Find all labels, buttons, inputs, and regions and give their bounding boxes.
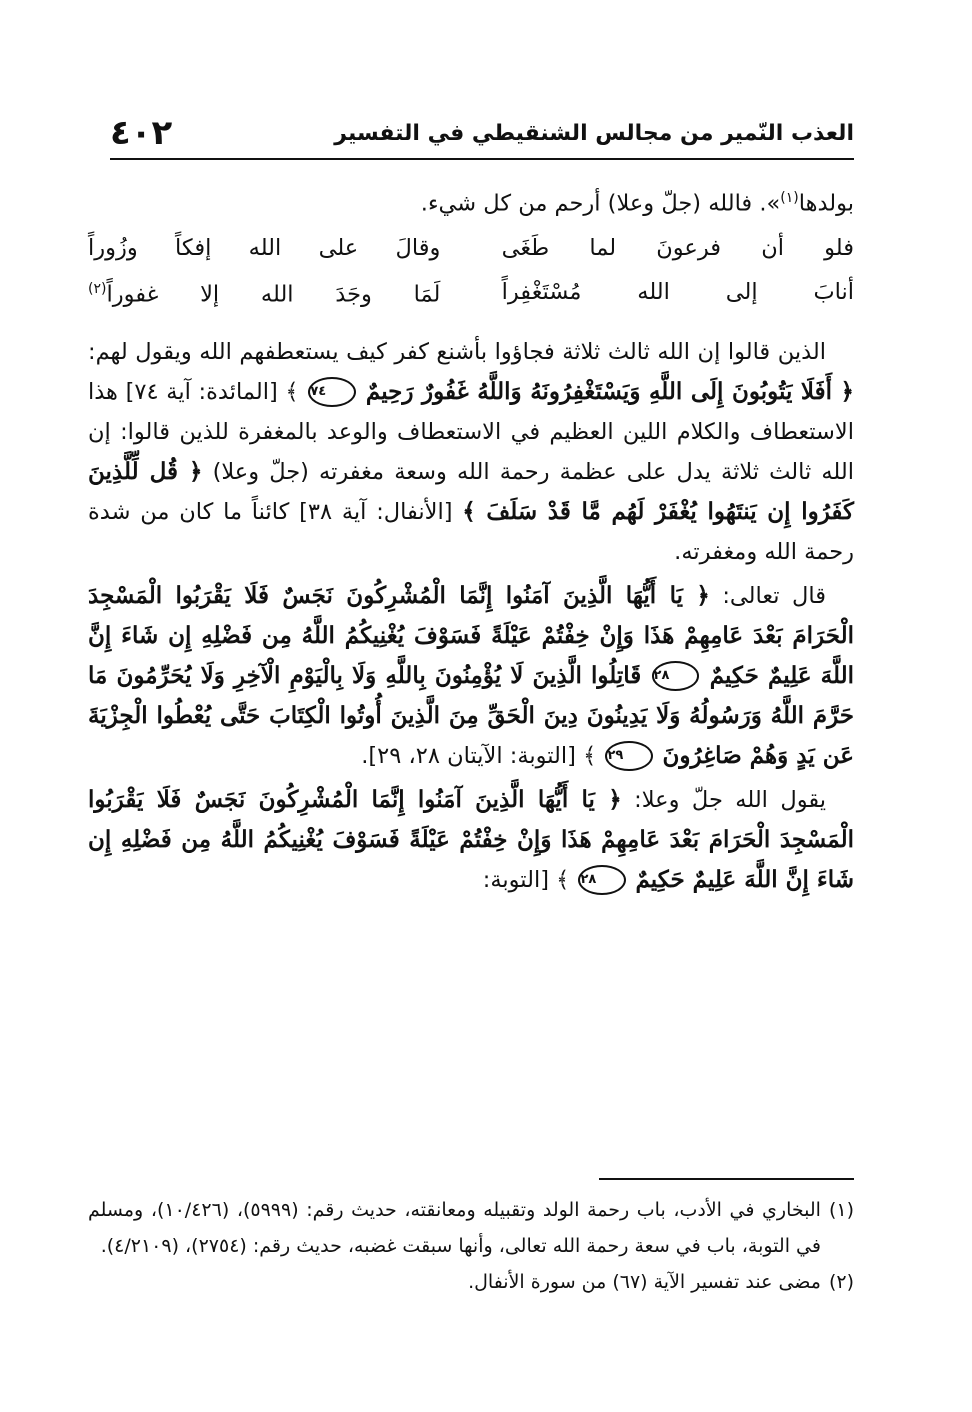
footnote-1 — [88, 1192, 854, 1264]
verse-1-right: فلو أن فرعونَ لما طَغَى — [501, 234, 854, 261]
footnotes — [88, 1192, 854, 1300]
footnote-divider — [599, 1178, 854, 1180]
ayah-number-marker: ٢٨ — [652, 661, 700, 691]
verse-2-left — [88, 269, 440, 315]
verse-2-left-text: لَمَا وجَدَ الله إلا غفوراً — [106, 281, 441, 308]
footnote-2 — [88, 1264, 854, 1300]
quran-quote: ﴿ يَا أَيُّهَا الَّذِينَ آمَنُوا إِنَّمَا الْمُشْرِكُونَ نَجَسٌ فَلَا يَقْرَبُوا الْمَسْجِدَ الْحَرَامَ بَعْدَ عَامِهِمْ هَذَا وَإِنْ خِفْتُمْ عَيْلَةً فَسَوْفَ يُغْنِيكُمُ اللَّهُ مِن فَضْلِهِ إِن شَاءَ إِنَّ اللَّهَ عَلِيمٌ حَكِيمٌ — [88, 785, 854, 893]
p1-text-b: ». فالله (جلّ وعلا) أرحم من كل شيء. — [420, 190, 781, 217]
verse-row-2 — [88, 270, 854, 314]
quran-quote: ﴿ أَفَلَا يَتُوبُونَ إِلَى اللَّهِ وَيَسْتَغْفِرُونَهُ وَاللَّهُ غَفُورٌ رَحِيمٌ — [365, 377, 855, 405]
verse-row-1 — [88, 226, 854, 270]
paragraph-3 — [88, 576, 854, 776]
ayah-number-marker: ٧٤ — [308, 377, 356, 407]
paragraph-2 — [88, 332, 854, 572]
p4-text-b: ﴾ [التوبة: — [482, 866, 570, 893]
quran-quote: قَاتِلُوا الَّذِينَ لَا يُؤْمِنُونَ بِاللَّهِ وَلَا بِالْيَوْمِ الْآخِرِ وَلَا يُحَرِّمُونَ مَا حَرَّمَ اللَّهُ وَرَسُولُهُ وَلَا يَدِينُونَ دِينَ الْحَقِّ مِنَ الَّذِينَ أُوتُوا الْكِتَابَ حَتَّى يُعْطُوا الْجِزْيَةَ عَن يَدٍ وَهُمْ صَاغِرُونَ — [88, 661, 854, 769]
page-number: ٤٠٢ — [110, 113, 173, 153]
verse-1-left: وقالَ على الله إفكاً وزُوراً — [88, 234, 441, 261]
verse-2-right: أنابَ إلى الله مُسْتَغْفِراً — [501, 278, 854, 305]
footnote-number: (١) — [828, 1199, 854, 1221]
quran-quote: ﴿ قُل لِّلَّذِينَ كَفَرُوا إِن يَنتَهُوا يُغْفَرْ لَهُم مَّا قَدْ سَلَفَ ﴾ — [88, 457, 854, 525]
page-header — [110, 108, 854, 160]
paragraph-4 — [88, 780, 854, 900]
p2-text-a: الذين قالوا إن الله ثالث ثلاثة فجاؤوا بأشنع كفر كيف يستعطفهم الله ويقول لهم: — [88, 338, 826, 365]
paragraph-1 — [88, 178, 854, 224]
footnote-text: البخاري في الأدب، باب رحمة الولد وتقبيله ومعانقته، حديث رقم: (٥٩٩٩)، (١٠/٤٢٦)، ومسلم في التوبة، باب في سعة رحمة الله تعالى، وأنها سبقت غضبه، حديث رقم: (٢٧٥٤)، (٤/٢١٠٩). — [88, 1199, 821, 1257]
p4-text-a: يقول الله جلّ وعلا: — [634, 786, 826, 813]
main-text — [88, 178, 854, 900]
p2-text-c: [الأنفال: آية ٣٨] كائناً ما كان من شدة رحمة الله ومغفرته. — [88, 498, 854, 565]
ayah-number-marker: ٢٩ — [605, 741, 653, 771]
p3-text-a: قال تعالى: — [722, 582, 826, 609]
p3-text-b: ﴾ [التوبة: الآيتان ٢٨، ٢٩]. — [361, 742, 597, 769]
poem-verses — [88, 226, 854, 314]
footnote-ref-2: (٢) — [88, 280, 107, 297]
footnote-ref-1: (١) — [780, 190, 799, 206]
quran-quote: ﴿ يَا أَيُّهَا الَّذِينَ آمَنُوا إِنَّمَا الْمُشْرِكُونَ نَجَسٌ فَلَا يَقْرَبُوا الْمَسْجِدَ الْحَرَامَ بَعْدَ عَامِهِمْ هَذَا وَإِنْ خِفْتُمْ عَيْلَةً فَسَوْفَ يُغْنِيكُمُ اللَّهُ مِن فَضْلِهِ إِن شَاءَ إِنَّ اللَّهَ عَلِيمٌ حَكِيمٌ — [88, 581, 855, 689]
footnote-number: (٢) — [828, 1271, 854, 1293]
footnote-text: مضى عند تفسير الآية (٦٧) من سورة الأنفال. — [468, 1271, 821, 1293]
p1-text-a: بولدها — [798, 190, 854, 217]
p2-text-b: ﴾ [المائدة: آية ٧٤] هذا الاستعطاف والكلام اللين العظيم في الاستعطاف والوعد بالمغفرة للذين قالوا: إن الله ثالث ثلاثة يدل على عظمة رحمة الله وسعة مغفرته (جلّ وعلا) — [88, 378, 854, 485]
running-title: العذب النّمير من مجالس الشنقيطي في التفسير — [334, 120, 854, 146]
ayah-number-marker: ٢٨ — [578, 865, 626, 895]
